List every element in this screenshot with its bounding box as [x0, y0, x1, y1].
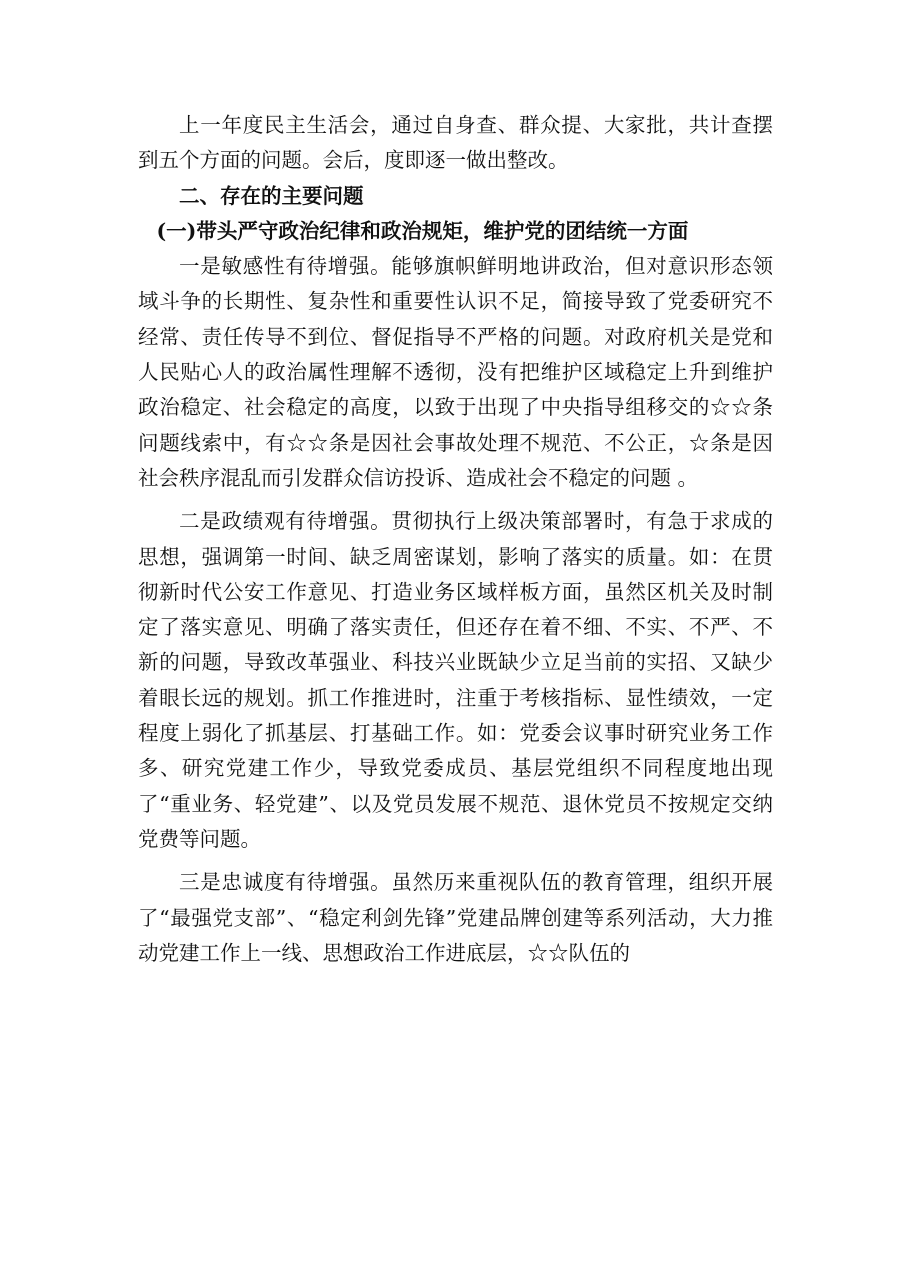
- section-heading: 二、存在的主要问题: [179, 183, 364, 208]
- intro-paragraph: 上一年度民主生活会，通过自身查、群众提、大家批，共计查摆到五个方面的问题。会后，度即逐一做出整改。: [138, 113, 773, 173]
- point-2-paragraph: 二是政绩观有待增强。贯彻执行上级决策部署时，有急于求成的思想，强调第一时间、缺乏周密谋划，影响了落实的质量。如：在贯彻新时代公安工作意见、打造业务区域样板方面，虽然区机关及时制定了落实意见、明确了落实责任，但还存在着不细、不实、不严、不新的问题，导致改革强业、科技兴业既缺少立足当前的实招、又缺少着眼长远的规划。抓工作推进时，注重于考核指标、显性绩效，一定程度上弱化了抓基层、打基础工作。如：党委会议事时研究业务工作多、研究党建工作少，导致党委成员、基层党组织不同程度地出现了“重业务、轻党建”、以及党员发展不规范、退休党员不按规定交纳党费等问题。: [138, 509, 773, 851]
- subsection-heading: (一)带头严守政治纪律和政治规矩，维护党的团结统一方面: [156, 218, 689, 243]
- document-page: [138, 108, 773, 971]
- point-1-paragraph: 一是敏感性有待增强。能够旗帜鲜明地讲政治，但对意识形态领域斗争的长期性、复杂性和重要性认识不足，简接导致了党委研究不经常、责任传导不到位、督促指导不严格的问题。对政府机关是党和人民贴心人的政治属性理解不透彻，没有把维护区域稳定上升到维护政治稳定、社会稳定的高度，以致于出现了中央指导组移交的☆☆条问题线索中，有☆☆条是因社会事故处理不规范、不公正，☆条是因社会秩序混乱而引发群众信访投诉、造成社会不稳定的问题 。: [138, 254, 773, 490]
- point-3-paragraph: 三是忠诚度有待增强。虽然历来重视队伍的教育管理，组织开展了“最强党支部”、“稳定利剑先锋”党建品牌创建等系列活动，大力推动党建工作上一线、思想政治工作进底层，☆☆队伍的: [138, 870, 773, 965]
